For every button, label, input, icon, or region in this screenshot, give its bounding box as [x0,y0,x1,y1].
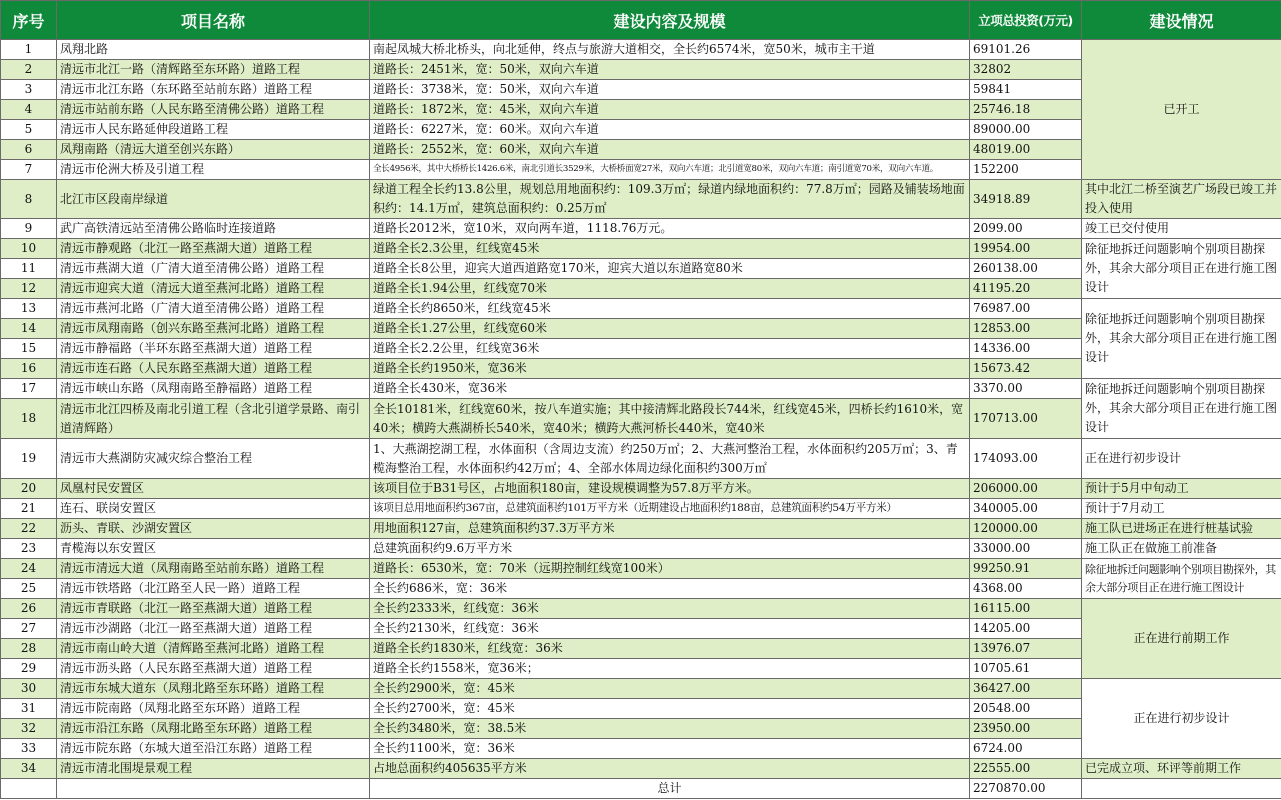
project-content: 全长10181米，红线宽60米，按八车道实施；其中接清辉北路段长744米，红线宽45米，四桥长约1610米，宽40米；横跨大燕湖桥长540米，宽40米；横跨大燕河桥长440米，宽40米 [370,399,970,439]
project-investment: 174093.00 [970,439,1082,479]
row-number: 34 [1,759,57,779]
table-row [1,299,1281,319]
project-name: 清远市人民东路延伸段道路工程 [57,120,370,140]
project-name: 清远市连石路（人民东路至燕湖大道）道路工程 [57,359,370,379]
project-name: 沥头、青联、沙湖安置区 [57,519,370,539]
status-cell: 施工队正在做施工前准备 [1082,539,1281,559]
project-content: 道路长：3738米，宽：50米，双向六车道 [370,80,970,100]
project-content: 道路全长430米，宽36米 [370,379,970,399]
row-number: 19 [1,439,57,479]
project-investment: 99250.91 [970,559,1082,579]
project-name: 清远市北江四桥及南北引道工程（含北引道学景路、南引道清辉路） [57,399,370,439]
status-cell: 除征地拆迁问题影响个别项目勘探外，其余大部分项目正在进行施工图设计 [1082,239,1281,299]
row-number: 4 [1,100,57,120]
project-investment: 10705.61 [970,659,1082,679]
project-content: 南起凤城大桥北桥头，向北延伸，终点与旅游大道相交，全长约6574米，宽50米，城市主干道 [370,40,970,60]
project-content: 占地总面积约405635平方米 [370,759,970,779]
project-investment: 14205.00 [970,619,1082,639]
project-name: 清远市静观路（北江一路至燕湖大道）道路工程 [57,239,370,259]
project-investment: 22555.00 [970,759,1082,779]
project-content: 道路全长8公里，迎宾大道西道路宽170米，迎宾大道以东道路宽80米 [370,259,970,279]
row-number: 20 [1,479,57,499]
project-content: 道路长：2552米，宽：60米，双向六车道 [370,140,970,160]
project-investment: 13976.07 [970,639,1082,659]
project-name: 凤翔南路（清远大道至创兴东路） [57,140,370,160]
project-content: 全长约3480米，宽：38.5米 [370,719,970,739]
project-content: 道路全长约1558米，宽36米； [370,659,970,679]
project-name: 清远市伦洲大桥及引道工程 [57,160,370,180]
project-content: 道路长：6530米，宽：70米（远期控制红线宽100米） [370,559,970,579]
total-empty-status [1082,779,1281,799]
project-name: 青榄海以东安置区 [57,539,370,559]
project-name: 清远市院南路（凤翔北路至东环路）道路工程 [57,699,370,719]
row-number: 8 [1,180,57,219]
row-number: 17 [1,379,57,399]
table-row [1,599,1281,619]
project-investment: 152200 [970,160,1082,180]
project-content: 用地面积127亩，总建筑面积约37.3万平方米 [370,519,970,539]
project-investment: 33000.00 [970,539,1082,559]
row-number: 23 [1,539,57,559]
row-number: 30 [1,679,57,699]
header-investment: 立项总投资(万元) [970,1,1082,40]
project-name: 清远市沥头路（人民东路至燕湖大道）道路工程 [57,659,370,679]
status-cell: 已完成立项、环评等前期工作 [1082,759,1281,779]
project-content: 该项目总用地面积约367亩，总建筑面积约101万平方米（近期建设占地面积约188亩，总建筑面积约54万平方米） [370,499,970,519]
table-row [1,539,1281,559]
project-content: 道路长：1872米，宽：45米，双向六车道 [370,100,970,120]
table-row [1,519,1281,539]
project-name: 清远市北江一路（清辉路至东环路）道路工程 [57,60,370,80]
status-cell: 正在进行初步设计 [1082,439,1281,479]
project-name: 清远市青联路（北江一路至燕湖大道）道路工程 [57,599,370,619]
status-cell: 已开工 [1082,40,1281,180]
project-name: 清远市沿江东路（凤翔北路至东环路）道路工程 [57,719,370,739]
project-content: 道路全长2.3公里，红线宽45米 [370,239,970,259]
project-name: 清远市站前东路（人民东路至清佛公路）道路工程 [57,100,370,120]
total-value: 2270870.00 [970,779,1082,799]
total-empty-seq [1,779,57,799]
project-investment: 23950.00 [970,719,1082,739]
project-content: 道路全长约1830米，红线宽：36米 [370,639,970,659]
project-investment: 76987.00 [970,299,1082,319]
header-row [1,1,1281,40]
row-number: 21 [1,499,57,519]
project-investment: 14336.00 [970,339,1082,359]
project-name: 凤凰村民安置区 [57,479,370,499]
project-investment: 170713.00 [970,399,1082,439]
project-investment: 12853.00 [970,319,1082,339]
header-content: 建设内容及规模 [370,1,970,40]
project-investment: 48019.00 [970,140,1082,160]
row-number: 25 [1,579,57,599]
project-content: 全长约2333米，红线宽：36米 [370,599,970,619]
project-content: 道路长：2451米，宽：50米，双向六车道 [370,60,970,80]
project-content: 道路全长1.94公里，红线宽70米 [370,279,970,299]
project-investment: 2099.00 [970,219,1082,239]
table-row [1,180,1281,219]
project-content: 全长4956米，其中大桥桥长1426.6米，南北引道长3529米，大桥桥面宽27米，双向六车道；北引道宽80米，双向六车道；南引道宽70米，双向六车道。 [370,160,970,180]
total-empty-name [57,779,370,799]
row-number: 31 [1,699,57,719]
project-name: 武广高铁清远站至清佛公路临时连接道路 [57,219,370,239]
project-content: 全长约1100米，宽：36米 [370,739,970,759]
project-name: 清远市峡山东路（凤翔南路至静福路）道路工程 [57,379,370,399]
row-number: 1 [1,40,57,60]
project-name: 清远市清远大道（凤翔南路至站前东路）道路工程 [57,559,370,579]
project-investment: 340005.00 [970,499,1082,519]
total-label: 总计 [370,779,970,799]
project-content: 道路长：6227米，宽：60米。双向六车道 [370,120,970,140]
project-investment: 36427.00 [970,679,1082,699]
project-content: 全长约2900米，宽：45米 [370,679,970,699]
table-row [1,759,1281,779]
project-investment: 41195.20 [970,279,1082,299]
project-content: 道路全长约1950米，宽36米 [370,359,970,379]
project-investment: 16115.00 [970,599,1082,619]
status-cell: 预计于7月动工 [1082,499,1281,519]
row-number: 9 [1,219,57,239]
row-number: 10 [1,239,57,259]
project-name: 清远市沙湖路（北江一路至燕湖大道）道路工程 [57,619,370,639]
project-name: 连石、联岗安置区 [57,499,370,519]
project-content: 全长约2700米，宽：45米 [370,699,970,719]
table-row [1,679,1281,699]
status-cell: 竣工已交付使用 [1082,219,1281,239]
row-number: 33 [1,739,57,759]
project-investment: 32802 [970,60,1082,80]
project-name: 清远市静福路（半环东路至燕湖大道）道路工程 [57,339,370,359]
status-cell: 除征地拆迁问题影响个别项目勘探外，其余大部分项目正在进行施工图设计 [1082,559,1281,599]
table-row [1,40,1281,60]
project-investment: 206000.00 [970,479,1082,499]
status-cell: 预计于5月中旬动工 [1082,479,1281,499]
status-cell: 其中北江二桥至演艺广场段已竣工并投入使用 [1082,180,1281,219]
row-number: 32 [1,719,57,739]
project-content: 道路全长约8650米，红线宽45米 [370,299,970,319]
row-number: 22 [1,519,57,539]
project-name: 清远市大燕湖防灾减灾综合整治工程 [57,439,370,479]
project-content: 绿道工程全长约13.8公里，规划总用地面积约：109.3万㎡；绿道内绿地面积约：77.8万㎡；园路及铺装场地面积约：14.1万㎡，建筑总面积约：0.25万㎡ [370,180,970,219]
status-cell: 正在进行前期工作 [1082,599,1281,679]
project-name: 清远市清北围堤景观工程 [57,759,370,779]
header-status: 建设情况 [1082,1,1281,40]
project-content: 道路全长2.2公里，红线宽36米 [370,339,970,359]
status-cell: 除征地拆迁问题影响个别项目勘探外，其余大部分项目正在进行施工图设计 [1082,299,1281,379]
project-investment: 20548.00 [970,699,1082,719]
project-name: 清远市凤翔南路（创兴东路至燕河北路）道路工程 [57,319,370,339]
project-investment: 120000.00 [970,519,1082,539]
row-number: 3 [1,80,57,100]
project-content: 道路长2012米，宽10米，双向两车道，1118.76万元。 [370,219,970,239]
project-content: 总建筑面积约9.6万平方米 [370,539,970,559]
row-number: 26 [1,599,57,619]
table-row [1,379,1281,399]
row-number: 14 [1,319,57,339]
header-seq: 序号 [1,1,57,40]
project-content: 1、大燕湖挖湖工程，水体面积（含周边支流）约250万㎡；2、大燕河整治工程，水体面积约205万㎡；3、青榄海整治工程，水体面积约42万㎡；4、全部水体周边绿化面积约300万㎡ [370,439,970,479]
project-name: 北江市区段南岸绿道 [57,180,370,219]
project-name: 清远市北江东路（东环路至站前东路）道路工程 [57,80,370,100]
row-number: 15 [1,339,57,359]
project-name: 清远市燕河北路（广清大道至清佛公路）道路工程 [57,299,370,319]
project-name: 清远市院东路（东城大道至沿江东路）道路工程 [57,739,370,759]
table-row [1,559,1281,579]
row-number: 2 [1,60,57,80]
project-investment: 69101.26 [970,40,1082,60]
project-investment: 25746.18 [970,100,1082,120]
project-investment: 59841 [970,80,1082,100]
project-investment: 4368.00 [970,579,1082,599]
project-content: 全长约2130米，红线宽：36米 [370,619,970,639]
project-investment: 19954.00 [970,239,1082,259]
row-number: 12 [1,279,57,299]
row-number: 28 [1,639,57,659]
table-row [1,439,1281,479]
status-cell: 除征地拆迁问题影响个别项目勘探外，其余大部分项目正在进行施工图设计 [1082,379,1281,439]
row-number: 7 [1,160,57,180]
row-number: 24 [1,559,57,579]
project-investment: 89000.00 [970,120,1082,140]
status-cell: 施工队已进场正在进行桩基试验 [1082,519,1281,539]
project-name: 清远市燕湖大道（广清大道至清佛公路）道路工程 [57,259,370,279]
status-cell: 正在进行初步设计 [1082,679,1281,759]
row-number: 6 [1,140,57,160]
row-number: 18 [1,399,57,439]
project-name: 清远市南山岭大道（清辉路至燕河北路）道路工程 [57,639,370,659]
project-investment: 3370.00 [970,379,1082,399]
project-name: 清远市东城大道东（凤翔北路至东环路）道路工程 [57,679,370,699]
total-row [1,779,1281,799]
row-number: 27 [1,619,57,639]
project-investment: 6724.00 [970,739,1082,759]
row-number: 29 [1,659,57,679]
table-row [1,499,1281,519]
table-row [1,239,1281,259]
project-name: 清远市迎宾大道（清远大道至燕河北路）道路工程 [57,279,370,299]
project-content: 全长约686米，宽：36米 [370,579,970,599]
project-investment: 260138.00 [970,259,1082,279]
row-number: 13 [1,299,57,319]
project-investment: 34918.89 [970,180,1082,219]
row-number: 5 [1,120,57,140]
row-number: 11 [1,259,57,279]
project-investment: 15673.42 [970,359,1082,379]
table-row [1,219,1281,239]
table-row [1,479,1281,499]
row-number: 16 [1,359,57,379]
project-name: 清远市铁塔路（北江路至人民一路）道路工程 [57,579,370,599]
project-content: 该项目位于B31号区，占地面积180亩，建设规模调整为57.8万平方米。 [370,479,970,499]
project-content: 道路全长1.27公里，红线宽60米 [370,319,970,339]
project-name: 凤翔北路 [57,40,370,60]
header-name: 项目名称 [57,1,370,40]
